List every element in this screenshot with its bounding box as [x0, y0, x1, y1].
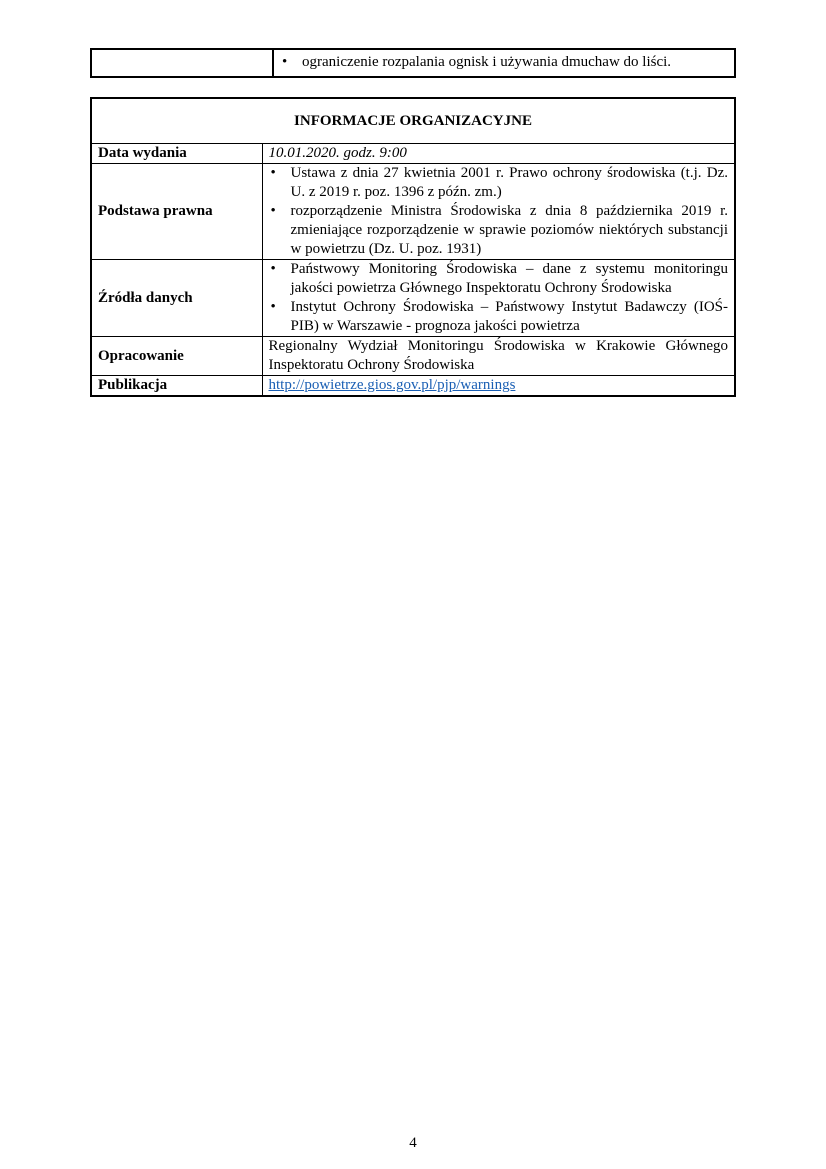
table-row	[91, 164, 735, 260]
table-row	[91, 260, 735, 337]
bullet-list	[269, 164, 729, 259]
bullet-list	[269, 260, 729, 336]
list-item-text: Instytut Ochrony Środowiska – Państwowy Instytut Badawczy (IOŚ-PIB) w Warszawie - prognoza jakości powietrza	[290, 299, 728, 334]
issue-date-value: 10.01.2020. godz. 9:00	[262, 144, 735, 164]
row-label: Źródła danych	[91, 260, 262, 337]
bullet-icon: •	[270, 261, 276, 277]
row-label: Publikacja	[91, 376, 262, 397]
table-header-row	[91, 98, 735, 144]
table-row	[91, 337, 735, 376]
prepared-by-value: Regionalny Wydział Monitoringu Środowiska w Krakowie Głównego Inspektoratu Ochrony Środowiska	[262, 337, 735, 376]
list-item-text: Ustawa z dnia 27 kwietnia 2001 r. Prawo ochrony środowiska (t.j. Dz. U. z 2019 r. poz. 1396 z późn. zm.)	[290, 165, 728, 200]
list-item-text: rozporządzenie Ministra Środowiska z dnia 8 października 2019 r. zmieniające rozporządzenie w sprawie poziomów niektórych substancji w powietrzu (Dz. U. poz. 1931)	[290, 203, 728, 257]
bullet-icon: •	[270, 165, 276, 181]
previous-table-fragment	[90, 48, 736, 78]
table-cell	[262, 376, 735, 397]
table-cell	[262, 164, 735, 260]
list-item	[269, 260, 729, 298]
organizational-info-table	[90, 97, 736, 397]
bullet-icon: •	[270, 203, 276, 219]
table-heading: INFORMACJE ORGANIZACYJNE	[91, 98, 735, 144]
table-row	[91, 144, 735, 164]
empty-cell	[91, 49, 273, 77]
list-item	[280, 53, 728, 72]
row-label: Opracowanie	[91, 337, 262, 376]
table-cell	[262, 260, 735, 337]
table-row	[91, 376, 735, 397]
row-label: Data wydania	[91, 144, 262, 164]
publication-link[interactable]: http://powietrze.gios.gov.pl/pjp/warnings	[268, 377, 516, 393]
list-item	[269, 202, 729, 259]
bullet-icon: •	[270, 299, 276, 315]
table-row	[91, 49, 735, 77]
page-number: 4	[409, 1135, 417, 1151]
bullet-list	[280, 53, 728, 72]
row-label: Podstawa prawna	[91, 164, 262, 260]
list-item-text: Państwowy Monitoring Środowiska – dane z systemu monitoringu jakości powietrza Głównego Inspektoratu Ochrony Środowiska	[290, 261, 728, 296]
bullet-icon: •	[282, 54, 288, 70]
list-item	[269, 164, 729, 202]
list-item	[269, 298, 729, 336]
list-item-text: ograniczenie rozpalania ognisk i używania dmuchaw do liści.	[302, 54, 672, 70]
table-cell	[273, 49, 735, 77]
